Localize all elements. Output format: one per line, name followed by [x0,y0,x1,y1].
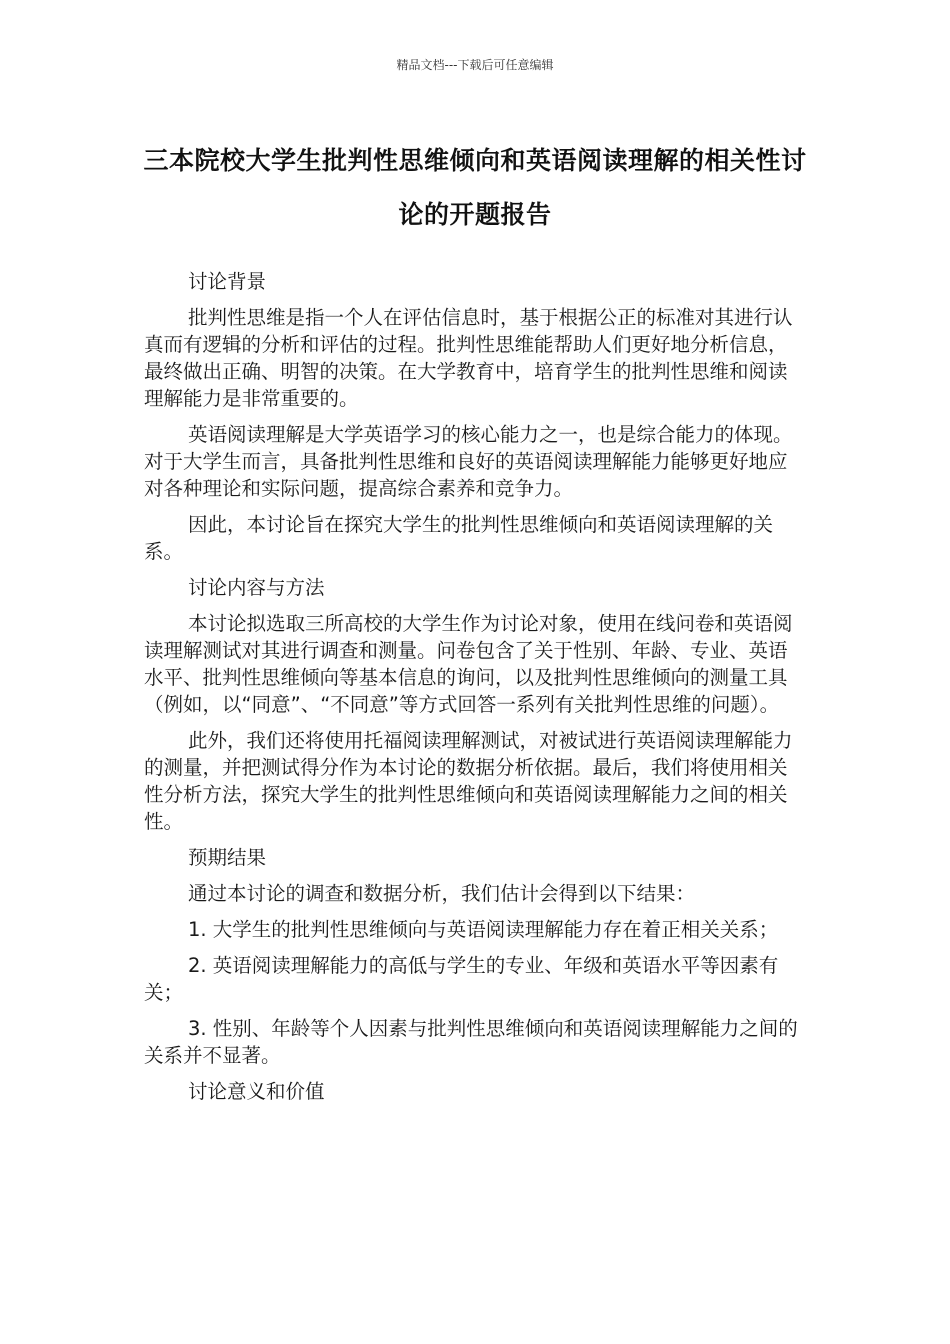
section-heading-significance: 讨论意义和价值 [188,1080,325,1103]
section-heading-results: 预期结果 [188,846,267,869]
section-heading-background: 讨论背景 [188,270,267,293]
paragraph-method-1: 本讨论拟选取三所高校的大学生作为讨论对象，使用在线问卷和英语阅读理解测试对其进行调查和测量。问卷包含了关于性别、年龄、专业、英语水平、批判性思维倾向等基本信息的询问，以及批判性思维倾向的测量工具（例如，以“同意”、“不同意”等方式回答一系列有关批判性思维的问题）。 [144,612,793,716]
header-note: 精品文档---下载后可任意编辑 [396,58,554,72]
list-item-result-3: 3. 性别、年龄等个人因素与批判性思维倾向和英语阅读理解能力之间的关系并不显著。 [144,1017,798,1067]
document-title: 三本院校大学生批判性思维倾向和英语阅读理解的相关性讨论的开题报告 [143,146,807,229]
paragraph-background-3: 因此，本讨论旨在探究大学生的批判性思维倾向和英语阅读理解的关系。 [144,513,774,563]
paragraph-background-1: 批判性思维是指一个人在评估信息时，基于根据公正的标准对其进行认真而有逻辑的分析和评估的过程。批判性思维能帮助人们更好地分析信息，最终做出正确、明智的决策。在大学教育中，培育学生的批判性思维和阅读理解能力是非常重要的。 [144,306,793,410]
list-item-result-1: 1. 大学生的批判性思维倾向与英语阅读理解能力存在着正相关关系； [188,918,779,941]
section-heading-method: 讨论内容与方法 [188,576,325,599]
paragraph-background-2: 英语阅读理解是大学英语学习的核心能力之一，也是综合能力的体现。对于大学生而言，具备批判性思维和良好的英语阅读理解能力能够更好地应对各种理论和实际问题，提高综合素养和竞争力。 [144,423,793,500]
paragraph-method-2: 此外，我们还将使用托福阅读理解测试，对被试进行英语阅读理解能力的测量，并把测试得分作为本讨论的数据分析依据。最后，我们将使用相关性分析方法，探究大学生的批判性思维倾向和英语阅读理解能力之间的相关性。 [144,729,793,833]
document-body [144,268,806,1114]
list-item-result-2: 2. 英语阅读理解能力的高低与学生的专业、年级和英语水平等因素有关； [144,954,779,1004]
paragraph-results-intro: 通过本讨论的调查和数据分析，我们估计会得到以下结果： [188,882,696,905]
